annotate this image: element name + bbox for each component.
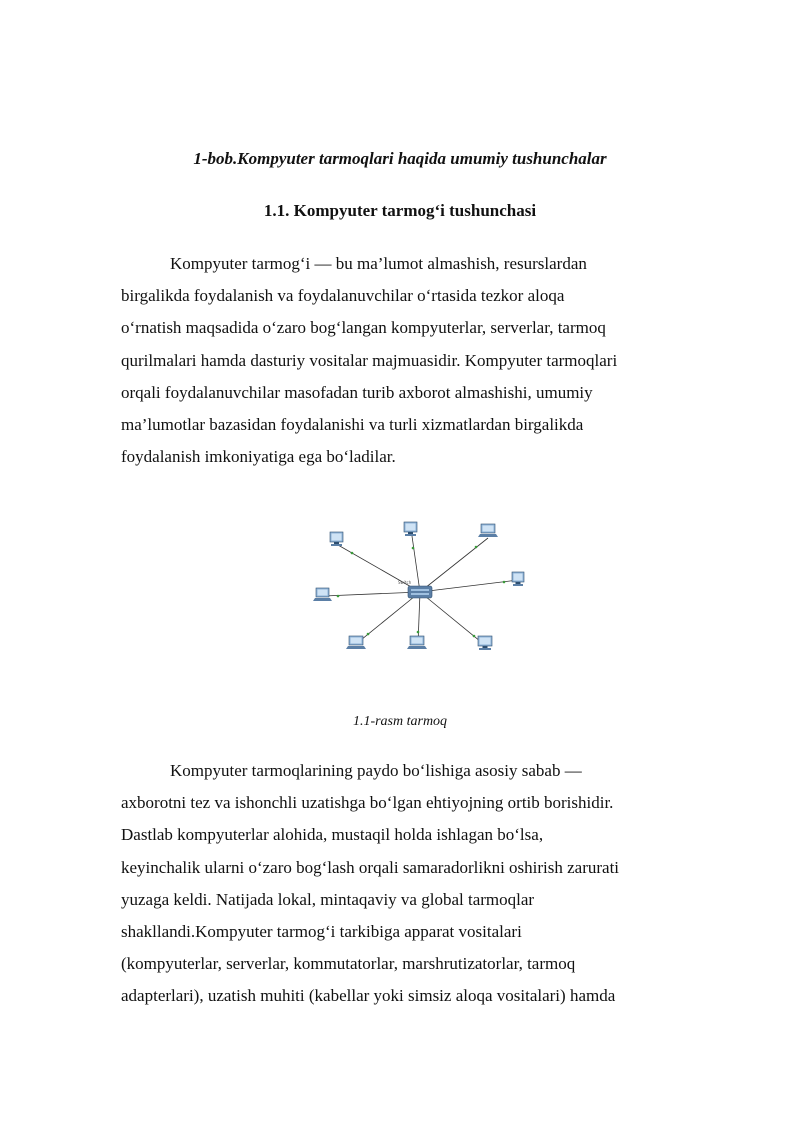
paragraph-line: qurilmalari hamda dasturiy vositalar majmuasidir. Kompyuter tarmoqlari xyxy=(121,350,618,370)
paragraph-line: foydalanish imkoniyatiga ega bo‘ladilar. xyxy=(121,447,396,467)
paragraph-1 xyxy=(121,248,681,473)
network-link xyxy=(420,538,488,592)
figure-caption: 1.1-rasm tarmoq xyxy=(352,714,448,729)
chapter-title: 1-bob.Kompyuter tarmoqlari haqida umumiy tushunchalar xyxy=(193,149,607,168)
desktop-pc-icon xyxy=(478,636,492,650)
paragraph-line: birgalikda foydalanish va foydalanuvchilar o‘rtasida tezkor aloqa xyxy=(121,286,565,306)
paragraph-line: axborotni tez va ishonchli uzatishga bo‘lgan ehtiyojning ortib borishidir. xyxy=(121,793,614,813)
section-title: 1.1. Kompyuter tarmog‘i tushunchasi xyxy=(263,201,537,220)
laptop-icon xyxy=(478,524,498,537)
paragraph-line: Dastlab kompyuterlar alohida, mustaqil holda ishlagan bo‘lsa, xyxy=(121,825,544,845)
switch-icon xyxy=(408,586,432,598)
desktop-pc-icon xyxy=(330,532,343,546)
laptop-icon xyxy=(313,588,332,601)
desktop-pc-icon xyxy=(512,572,524,586)
laptop-icon xyxy=(407,636,427,649)
paragraph-line: Kompyuter tarmog‘i — bu ma’lumot almashish, resurslardan xyxy=(170,254,587,273)
paragraph-line: (kompyuterlar, serverlar, kommutatorlar, marshrutizatorlar, tarmoq xyxy=(121,954,576,974)
network-link xyxy=(420,592,486,646)
paragraph-line: adapterlari), uzatish muhiti (kabellar yoki simsiz aloqa vositalari) hamda xyxy=(121,986,616,1006)
paragraph-line: o‘rnatish maqsadida o‘zaro bog‘langan kompyuterlar, serverlar, tarmoq xyxy=(121,318,606,338)
paragraph-line: yuzaga keldi. Natijada lokal, mintaqaviy va global tarmoqlar xyxy=(121,889,535,909)
paragraph-2 xyxy=(121,755,681,1013)
paragraph-line: shakllandi.Kompyuter tarmog‘i tarkibiga apparat vositalari xyxy=(121,922,522,942)
paragraph-line: orqali foydalanuvchilar masofadan turib axborot almashishi, umumiy xyxy=(121,382,593,402)
paragraph-line: ma’lumotlar bazasidan foydalanishi va turli xizmatlardan birgalikda xyxy=(121,415,584,435)
paragraph-line: Kompyuter tarmoqlarining paydo bo‘lishiga asosiy sabab — xyxy=(170,761,582,780)
laptop-icon xyxy=(346,636,366,649)
network-figure xyxy=(300,512,540,672)
svg-text:Switch: Switch xyxy=(398,580,412,585)
network-link xyxy=(412,536,420,592)
desktop-pc-icon xyxy=(404,522,417,536)
paragraph-line: keyinchalik ularni o‘zaro bog‘lash orqali samaradorlikni oshirish zarurati xyxy=(121,857,620,877)
